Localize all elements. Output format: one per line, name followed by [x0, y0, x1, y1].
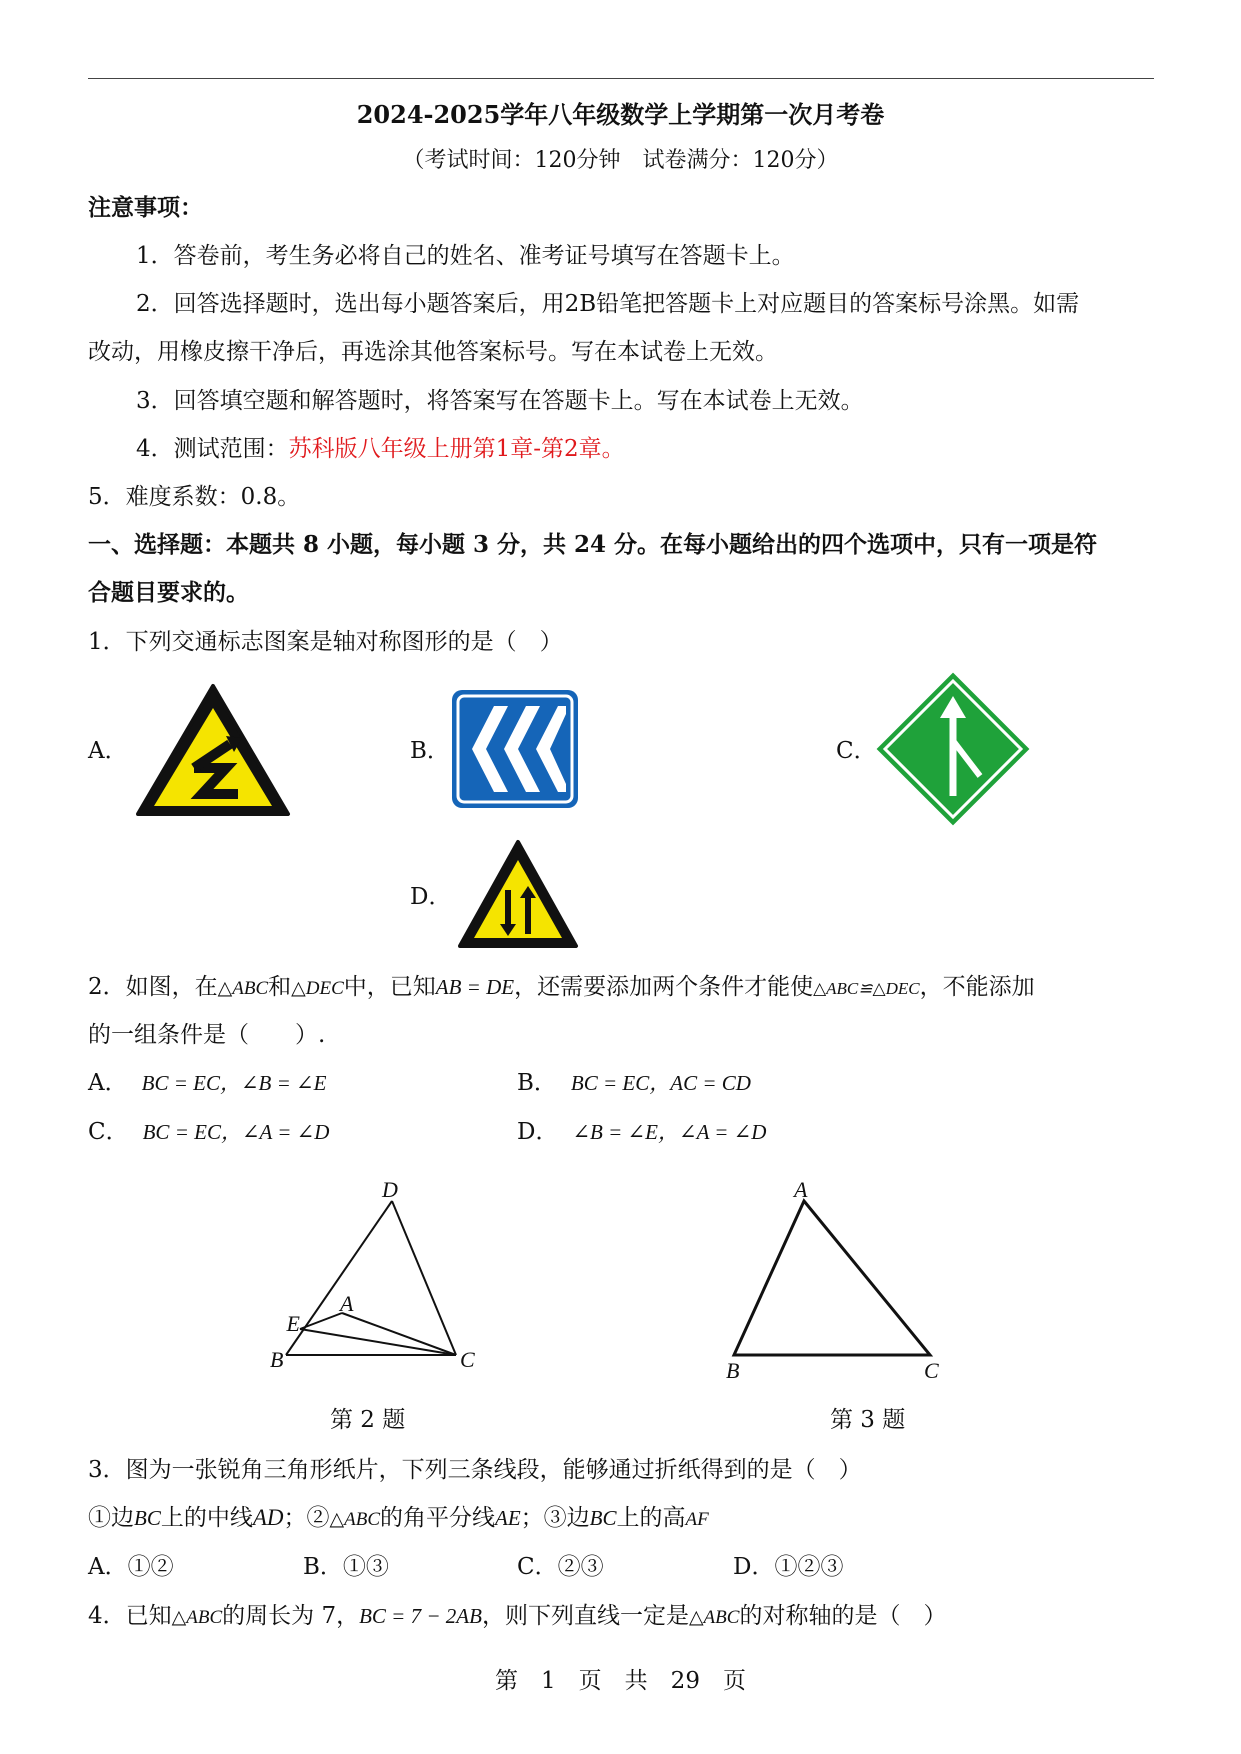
top-rule — [88, 78, 1154, 79]
q2-stem-line-1 — [88, 972, 1035, 1004]
q4-stem — [88, 1601, 946, 1633]
note-3: 3．回答填空题和解答题时，将答案写在答题卡上。写在本试卷上无效。 — [136, 388, 864, 414]
fig3-label-a: A — [794, 1177, 808, 1202]
q3-bc-2: BC — [589, 1506, 617, 1530]
fig2-label-d: D — [382, 1177, 398, 1202]
note-4 — [136, 434, 625, 464]
q3-s1: ①边 — [88, 1505, 134, 1531]
note-2b: 改动，用橡皮擦干净后，再选涂其他答案标号。写在本试卷上无效。 — [88, 339, 778, 365]
q1-stem: 1．下列交通标志图案是轴对称图形的是（ ） — [88, 629, 563, 655]
q4-s3: ，则下列直线一定是 — [481, 1603, 689, 1629]
winding-road-sign-icon — [134, 682, 292, 818]
section-1-heading-b: 合题目要求的。 — [88, 579, 249, 606]
q2-stem-line-2: 的一组条件是（ ）. — [88, 1022, 326, 1048]
q1-option-a-label: A． — [88, 738, 128, 764]
fig2-label-a: A — [340, 1291, 354, 1316]
q2-text-2: 和 — [268, 974, 292, 1000]
q1-option-d-label: D． — [410, 884, 452, 910]
q3-stem: 3．图为一张锐角三角形纸片，下列三条线段，能够通过折纸得到的是（ ） — [88, 1457, 862, 1483]
q3-bc-1: BC — [134, 1506, 161, 1530]
q4-expression: BC = 7 − 2AB — [359, 1604, 482, 1628]
q2-option-c — [88, 1117, 329, 1147]
q2-text-1: 2．如图，在 — [88, 974, 218, 1000]
q2-text-4: ，还需要添加两个条件才能使 — [514, 974, 814, 1000]
q2-triangle-dec: △DEC — [291, 978, 344, 999]
notes-heading: 注意事项： — [88, 194, 203, 221]
page-footer: 第 1 页 共 29 页 — [495, 1668, 746, 1694]
fig3-label-b: B — [726, 1358, 740, 1383]
fig2-label-e: E — [286, 1311, 300, 1336]
note-4-prefix: 4．测试范围： — [136, 436, 289, 462]
q2-option-d-label: D． — [517, 1119, 559, 1145]
q4-s4: 的对称轴的是（ ） — [739, 1603, 947, 1629]
q1-option-b-label: B． — [410, 738, 450, 764]
figure-question-2 — [270, 1175, 500, 1372]
q3-option-c: C．②③ — [517, 1554, 604, 1580]
q2-option-a-label: A． — [88, 1070, 128, 1096]
q2-option-d-text: ∠B = ∠E，∠A = ∠D — [572, 1120, 767, 1144]
q3-s6: 上的高 — [616, 1505, 686, 1531]
fig2-label-b: B — [270, 1347, 284, 1372]
q2-option-b-text: BC = EC，AC = CD — [570, 1071, 751, 1095]
q2-option-a-text: BC = EC，∠B = ∠E — [141, 1071, 327, 1095]
q2-option-a — [88, 1068, 326, 1098]
q4-s1: 4．已知 — [88, 1603, 172, 1629]
chevron-guide-sign-icon — [450, 688, 580, 810]
fig2-label-c: C — [460, 1347, 475, 1372]
fig3-label-c: C — [924, 1358, 939, 1383]
q2-congruence: △ABC≌△DEC — [813, 979, 920, 998]
q3-s2: 上的中线 — [160, 1505, 253, 1531]
q3-option-d: D．①②③ — [733, 1554, 844, 1580]
q3-statements — [88, 1503, 709, 1535]
q2-text-3: 中，已知 — [343, 974, 436, 1000]
q1-option-c-label: C． — [836, 738, 877, 764]
q4-abc-2: △ABC — [688, 1607, 740, 1628]
figure-2-caption: 第 2 题 — [330, 1407, 406, 1433]
q3-s3: ；② — [283, 1505, 330, 1531]
q3-ad: AD — [252, 1505, 284, 1530]
q2-text-5: ，不能添加 — [919, 974, 1035, 1000]
q2-option-d — [517, 1117, 766, 1147]
note-1: 1．答卷前，考生务必将自己的姓名、准考证号填写在答题卡上。 — [136, 243, 795, 269]
test-range: 苏科版八年级上册第1章-第2章。 — [288, 436, 625, 462]
q3-s4: 的角平分线 — [380, 1505, 496, 1531]
two-way-traffic-sign-icon — [456, 838, 580, 950]
q3-ae: AE — [495, 1506, 521, 1530]
figure-3-caption: 第 3 题 — [830, 1407, 906, 1433]
merge-lane-sign-icon — [876, 672, 1030, 826]
figure-question-3 — [720, 1175, 950, 1383]
q4-abc-1: △ABC — [171, 1607, 223, 1628]
q2-triangle-abc: △ABC — [217, 978, 269, 999]
q3-option-b: B．①③ — [303, 1554, 389, 1580]
q2-given: AB = DE — [435, 975, 515, 999]
q3-abc: △ABC — [329, 1509, 381, 1530]
q3-af: AF — [685, 1509, 709, 1530]
note-2a: 2．回答选择题时，选出每小题答案后，用2B铅笔把答题卡上对应题目的答案标号涂黑。如需 — [136, 291, 1080, 317]
q2-option-b — [517, 1068, 751, 1098]
section-1-heading-a: 一、选择题：本题共 8 小题，每小题 3 分，共 24 分。在每小题给出的四个选项中，只有一项是符 — [88, 531, 1098, 558]
q4-s2: 的周长为 7， — [222, 1603, 360, 1629]
exam-title: 2024-2025学年八年级数学上学期第一次月考卷 — [356, 100, 885, 129]
note-5: 5．难度系数：0.8。 — [88, 484, 301, 510]
q2-option-b-label: B． — [517, 1070, 557, 1096]
q3-s5: ；③边 — [520, 1505, 590, 1531]
q3-option-a: A．①② — [88, 1554, 174, 1580]
q2-option-c-text: BC = EC，∠A = ∠D — [142, 1120, 330, 1144]
q2-option-c-label: C． — [88, 1119, 129, 1145]
exam-subtitle: （考试时间：120分钟 试卷满分：120分） — [402, 148, 839, 173]
